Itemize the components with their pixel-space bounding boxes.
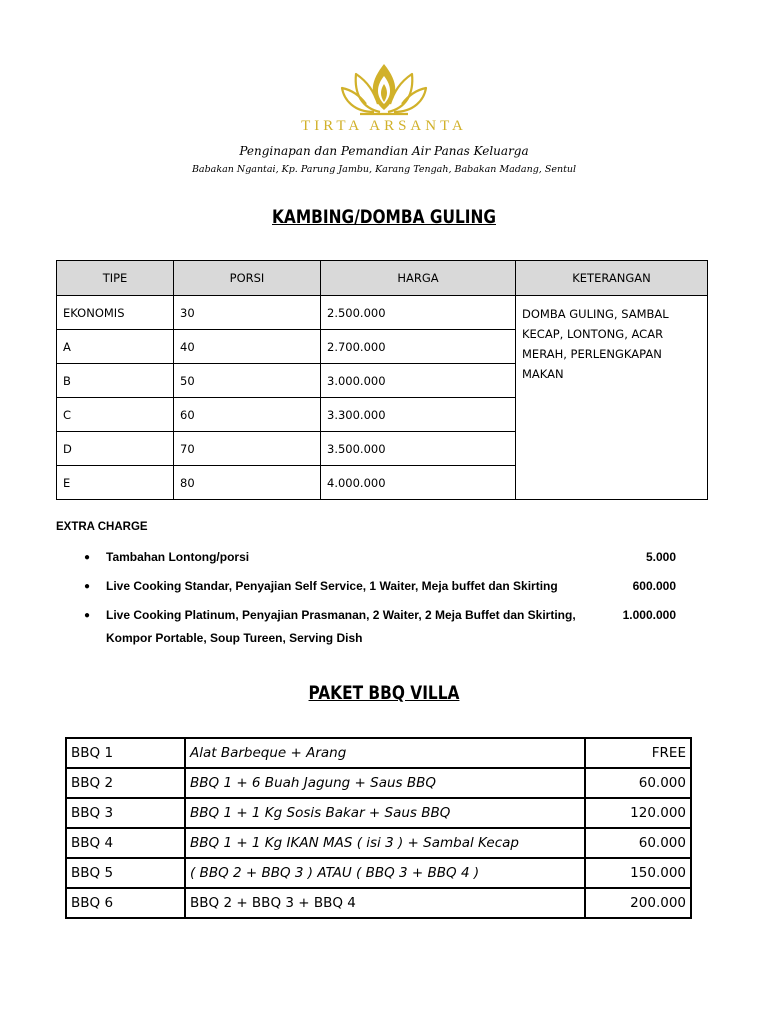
- cell-porsi: 30: [174, 296, 321, 330]
- cell-tipe: A: [57, 330, 174, 364]
- table-row: [57, 296, 708, 330]
- cell-porsi: 50: [174, 364, 321, 398]
- cell-porsi: 60: [174, 398, 321, 432]
- table-row: [66, 888, 691, 918]
- subtitle: Penginapan dan Pemandian Air Panas Keluarga: [239, 144, 529, 158]
- cell-bbq-price: 60.000: [585, 828, 691, 858]
- address: Babakan Ngantai, Kp. Parung Jambu, Karang Tengah, Babakan Madang, Sentul: [191, 164, 577, 175]
- extra-item-text: Live Cooking Standar, Penyajian Self Service, 1 Waiter, Meja buffet dan Skirting: [106, 579, 558, 593]
- lotus-flame-logo-icon: [340, 58, 428, 116]
- cell-harga: 4.000.000: [321, 466, 516, 500]
- kambing-header-row: [57, 261, 708, 296]
- table-row: [66, 828, 691, 858]
- cell-harga: 3.300.000: [321, 398, 516, 432]
- cell-harga: 2.500.000: [321, 296, 516, 330]
- kambing-table: [56, 260, 708, 500]
- bullet-icon: ●: [84, 610, 91, 621]
- cell-bbq-price: 60.000: [585, 768, 691, 798]
- extra-item-price: 5.000: [645, 550, 676, 564]
- cell-bbq-id: BBQ 4: [66, 828, 185, 858]
- cell-bbq-desc: BBQ 2 + BBQ 3 + BBQ 4: [185, 888, 585, 918]
- list-item: [56, 546, 676, 569]
- kambing-title: KAMBING/DOMBA GULING: [272, 206, 496, 228]
- cell-bbq-price: 200.000: [585, 888, 691, 918]
- table-row: [66, 798, 691, 828]
- cell-bbq-id: BBQ 3: [66, 798, 185, 828]
- cell-bbq-id: BBQ 1: [66, 738, 185, 768]
- cell-tipe: C: [57, 398, 174, 432]
- header-porsi: PORSI: [174, 261, 321, 296]
- cell-bbq-id: BBQ 6: [66, 888, 185, 918]
- table-row: [66, 858, 691, 888]
- cell-bbq-desc: ( BBQ 2 + BBQ 3 ) ATAU ( BBQ 3 + BBQ 4 ): [185, 858, 585, 888]
- header-keterangan: KETERANGAN: [516, 261, 708, 296]
- bbq-table: [65, 737, 692, 919]
- cell-harga: 3.500.000: [321, 432, 516, 466]
- cell-bbq-price: 150.000: [585, 858, 691, 888]
- cell-porsi: 40: [174, 330, 321, 364]
- cell-harga: 3.000.000: [321, 364, 516, 398]
- cell-bbq-price: FREE: [585, 738, 691, 768]
- extra-item-price: 600.000: [632, 579, 676, 593]
- cell-porsi: 80: [174, 466, 321, 500]
- cell-bbq-id: BBQ 5: [66, 858, 185, 888]
- header-harga: HARGA: [321, 261, 516, 296]
- list-item: [56, 604, 676, 650]
- cell-harga: 2.700.000: [321, 330, 516, 364]
- cell-tipe: EKONOMIS: [57, 296, 174, 330]
- bullet-icon: ●: [84, 581, 91, 592]
- list-item: [56, 575, 676, 598]
- table-row: [66, 738, 691, 768]
- cell-bbq-desc: Alat Barbeque + Arang: [185, 738, 585, 768]
- cell-bbq-price: 120.000: [585, 798, 691, 828]
- cell-bbq-desc: BBQ 1 + 1 Kg Sosis Bakar + Saus BBQ: [185, 798, 585, 828]
- header-tipe: TIPE: [57, 261, 174, 296]
- cell-tipe: B: [57, 364, 174, 398]
- cell-bbq-id: BBQ 2: [66, 768, 185, 798]
- table-row: [66, 768, 691, 798]
- cell-tipe: D: [57, 432, 174, 466]
- extra-item-text: Tambahan Lontong/porsi: [106, 550, 250, 564]
- cell-bbq-desc: BBQ 1 + 1 Kg IKAN MAS ( isi 3 ) + Sambal Kecap: [185, 828, 585, 858]
- extra-charge-title: EXTRA CHARGE: [56, 521, 148, 533]
- extra-item-text: Live Cooking Platinum, Penyajian Prasmanan, 2 Waiter, 2 Meja Buffet dan Skirting, Kompor Portable, Soup Tureen, Serving Dish: [106, 608, 576, 645]
- bbq-title: PAKET BBQ VILLA: [308, 682, 460, 704]
- cell-porsi: 70: [174, 432, 321, 466]
- brand-name: TIRTA ARSANTA: [301, 118, 467, 134]
- cell-keterangan: DOMBA GULING, SAMBAL KECAP, LONTONG, ACAR MERAH, PERLENGKAPAN MAKAN: [516, 296, 708, 500]
- cell-tipe: E: [57, 466, 174, 500]
- extra-item-price: 1.000.000: [622, 608, 676, 622]
- extra-charge-list: [56, 546, 676, 656]
- bullet-icon: ●: [84, 552, 91, 563]
- cell-bbq-desc: BBQ 1 + 6 Buah Jagung + Saus BBQ: [185, 768, 585, 798]
